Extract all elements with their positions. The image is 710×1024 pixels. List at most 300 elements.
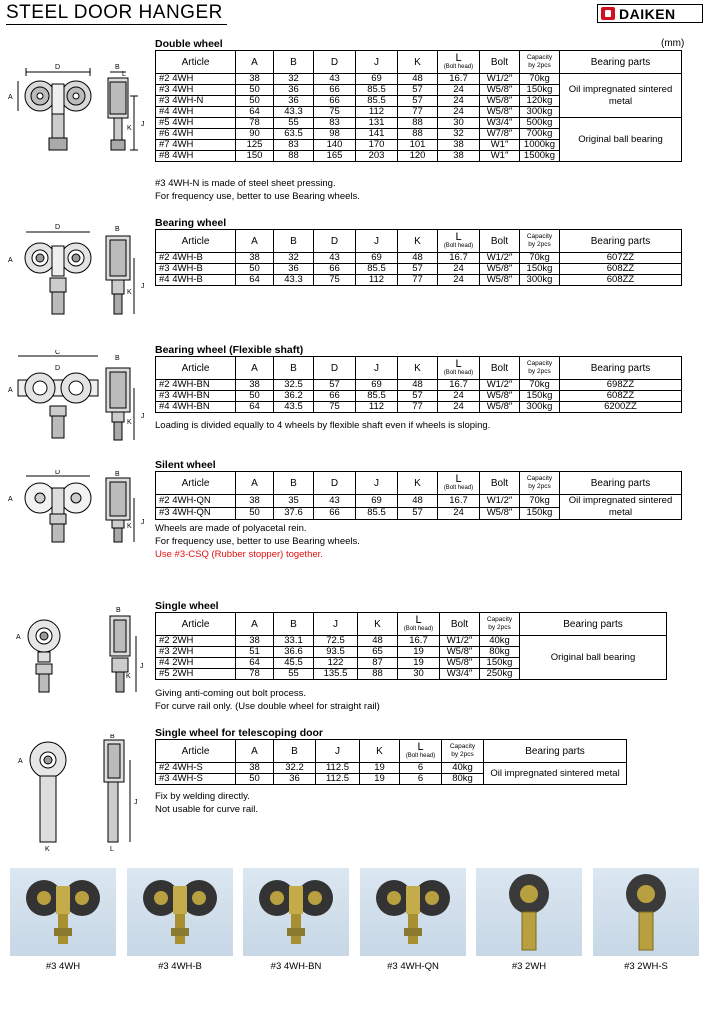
- table-cell: #6 4WH: [156, 129, 236, 140]
- table-row: [156, 636, 667, 647]
- table-cell: 88: [398, 129, 438, 140]
- col-bolt: Bolt: [440, 613, 480, 636]
- col-a: A: [236, 740, 274, 763]
- dim-label: A: [8, 387, 13, 394]
- table-cell: Oil impregnated sintered metal: [560, 74, 682, 118]
- flexible-shaft-table: [155, 356, 682, 413]
- table-cell: 38: [236, 253, 274, 264]
- col-l: L (Bolt head): [438, 230, 480, 253]
- table-row: [156, 264, 682, 275]
- table-row: [156, 118, 682, 129]
- table-cell: 43: [314, 495, 356, 508]
- table-cell: 16.7: [438, 253, 480, 264]
- col-j: J: [316, 740, 360, 763]
- table-cell: #2 4WH-S: [156, 763, 236, 774]
- dim-label: K: [45, 846, 50, 853]
- note: #3 4WH-N is made of steel sheet pressing.: [155, 178, 336, 189]
- table-cell: Oil impregnated sintered metal: [560, 495, 682, 520]
- table-cell: 24: [438, 275, 480, 286]
- table-cell: #7 4WH: [156, 140, 236, 151]
- table-cell: 19: [360, 774, 400, 785]
- col-bearing: Bearing parts: [484, 740, 627, 763]
- col-j: J: [314, 613, 358, 636]
- col-bolt: Bolt: [480, 51, 520, 74]
- table-cell: 75: [314, 402, 356, 413]
- table-cell: 66: [314, 507, 356, 520]
- brand-name: DAIKEN: [619, 5, 676, 22]
- table-cell: 1000kg: [520, 140, 560, 151]
- table-cell: 6200ZZ: [560, 402, 682, 413]
- product-photo: [127, 868, 233, 956]
- table-cell: 16.7: [438, 74, 480, 85]
- table-cell: 50: [236, 391, 274, 402]
- brand-mark-icon: [601, 7, 615, 20]
- photo-caption: #3 4WH-BN: [270, 961, 322, 972]
- table-cell: 36.6: [274, 647, 314, 658]
- table-cell: 608ZZ: [560, 264, 682, 275]
- table-cell: #4 4WH-B: [156, 275, 236, 286]
- col-j: J: [356, 51, 398, 74]
- note: Wheels are made of polyacetal rein.: [155, 523, 307, 534]
- col-bearing: Bearing parts: [560, 230, 682, 253]
- table-cell: 38: [236, 763, 274, 774]
- table-cell: W1/2″: [440, 636, 480, 647]
- table-row: [156, 763, 627, 774]
- table-cell: 38: [236, 495, 274, 508]
- table-cell: 300kg: [520, 275, 560, 286]
- table-cell: 125: [236, 140, 274, 151]
- table-cell: 57: [398, 391, 438, 402]
- table-cell: 75: [314, 275, 356, 286]
- table-cell: 64: [236, 275, 274, 286]
- table-cell: 140: [314, 140, 356, 151]
- table-cell: 24: [438, 402, 480, 413]
- photo-caption: #3 4WH-QN: [387, 961, 439, 972]
- col-b: B: [274, 472, 314, 495]
- table-cell: #2 4WH: [156, 74, 236, 85]
- dim-label: A: [18, 758, 23, 765]
- note: For frequency use, better to use Bearing wheels.: [155, 536, 360, 547]
- table-cell: #2 4WH-BN: [156, 380, 236, 391]
- table-cell: W5/8″: [480, 96, 520, 107]
- table-cell: 135.5: [314, 669, 358, 680]
- table-cell: 203: [356, 151, 398, 162]
- table-cell: 30: [438, 118, 480, 129]
- table-cell: 50: [236, 264, 274, 275]
- photo-caption: #3 4WH-B: [158, 961, 202, 972]
- flexible-shaft-drawing: [6, 350, 151, 450]
- col-capacity: Capacity by 2pcs: [480, 613, 520, 636]
- table-cell: 120kg: [520, 96, 560, 107]
- dim-label: J: [134, 799, 138, 806]
- section-title-single: Single wheel: [155, 600, 219, 612]
- dim-label: K: [127, 419, 132, 426]
- table-cell: 43: [314, 74, 356, 85]
- table-cell: 98: [314, 129, 356, 140]
- table-cell: 40kg: [442, 763, 484, 774]
- col-a: A: [236, 51, 274, 74]
- single-wheel-drawing: [6, 606, 151, 701]
- col-j: J: [356, 472, 398, 495]
- table-row: [156, 402, 682, 413]
- col-article: Article: [156, 740, 236, 763]
- table-cell: 32.5: [274, 380, 314, 391]
- table-cell: 70kg: [520, 253, 560, 264]
- silent-wheel-drawing: [6, 470, 151, 550]
- page-title: STEEL DOOR HANGER: [6, 2, 227, 25]
- table-cell: #2 4WH-QN: [156, 495, 236, 508]
- table-cell: 150kg: [520, 264, 560, 275]
- table-cell: 122: [314, 658, 358, 669]
- table-cell: 16.7: [438, 380, 480, 391]
- dim-label: K: [127, 125, 132, 132]
- table-cell: 48: [398, 74, 438, 85]
- table-cell: 607ZZ: [560, 253, 682, 264]
- table-cell: 87: [358, 658, 398, 669]
- table-cell: 30: [398, 669, 440, 680]
- table-cell: #3 4WH-BN: [156, 391, 236, 402]
- table-cell: #3 4WH-S: [156, 774, 236, 785]
- bearing-wheel-table: [155, 229, 682, 286]
- table-cell: 48: [398, 495, 438, 508]
- section-title-flexible: Bearing wheel (Flexible shaft): [155, 344, 304, 356]
- section-title-bearing: Bearing wheel: [155, 217, 227, 229]
- dim-label: B: [115, 471, 120, 478]
- table-cell: 1500kg: [520, 151, 560, 162]
- dim-label: D: [55, 64, 61, 71]
- table-row: [156, 275, 682, 286]
- table-cell: 150kg: [520, 507, 560, 520]
- table-cell: 77: [398, 402, 438, 413]
- table-cell: 112: [356, 275, 398, 286]
- table-cell: 698ZZ: [560, 380, 682, 391]
- table-row: [156, 253, 682, 264]
- table-cell: W5/8″: [480, 507, 520, 520]
- table-cell: 57: [398, 264, 438, 275]
- table-cell: 88: [358, 669, 398, 680]
- table-cell: 48: [398, 380, 438, 391]
- table-row: [156, 380, 682, 391]
- table-cell: 38: [438, 151, 480, 162]
- table-cell: 64: [236, 107, 274, 118]
- table-cell: 43: [314, 253, 356, 264]
- product-photo: [10, 868, 116, 956]
- table-cell: W1/2″: [480, 495, 520, 508]
- col-article: Article: [156, 613, 236, 636]
- dim-label: D: [55, 365, 61, 372]
- col-b: B: [274, 230, 314, 253]
- table-cell: 33.1: [274, 636, 314, 647]
- table-cell: W5/8″: [480, 85, 520, 96]
- table-cell: W1/2″: [480, 380, 520, 391]
- table-cell: #4 2WH: [156, 658, 236, 669]
- section-title-tele: Single wheel for telescoping door: [155, 727, 324, 739]
- table-cell: W1″: [480, 140, 520, 151]
- table-cell: 66: [314, 264, 356, 275]
- table-cell: 35: [274, 495, 314, 508]
- col-capacity: Capacity by 2pcs: [442, 740, 484, 763]
- table-cell: 57: [398, 507, 438, 520]
- table-row: [156, 495, 682, 508]
- col-article: Article: [156, 472, 236, 495]
- table-cell: 40kg: [480, 636, 520, 647]
- table-cell: W1/2″: [480, 74, 520, 85]
- table-cell: 112: [356, 402, 398, 413]
- table-cell: #4 4WH-BN: [156, 402, 236, 413]
- table-cell: 112: [356, 107, 398, 118]
- note: Not usable for curve rail.: [155, 804, 258, 815]
- table-cell: 32.2: [274, 763, 316, 774]
- table-cell: 69: [356, 495, 398, 508]
- table-cell: 6: [400, 774, 442, 785]
- col-capacity: Capacity by 2pcs: [520, 357, 560, 380]
- double-wheel-drawing: [6, 62, 151, 172]
- table-cell: 57: [314, 380, 356, 391]
- col-capacity: Capacity by 2pcs: [520, 51, 560, 74]
- dim-label: J: [141, 283, 145, 290]
- table-cell: 66: [314, 391, 356, 402]
- table-cell: #2 4WH-B: [156, 253, 236, 264]
- col-l: L (Bolt head): [398, 613, 440, 636]
- table-cell: 112.5: [316, 774, 360, 785]
- dim-label: K: [126, 673, 131, 680]
- table-cell: 78: [236, 669, 274, 680]
- table-cell: 43.3: [274, 275, 314, 286]
- col-bearing: Bearing parts: [560, 357, 682, 380]
- note: Giving anti-coming out bolt process.: [155, 688, 307, 699]
- table-cell: 85.5: [356, 264, 398, 275]
- table-cell: 36: [274, 85, 314, 96]
- dim-label: J: [141, 413, 145, 420]
- dim-label: L: [122, 71, 126, 78]
- table-cell: 500kg: [520, 118, 560, 129]
- table-cell: 24: [438, 391, 480, 402]
- col-k: K: [358, 613, 398, 636]
- col-d: D: [314, 51, 356, 74]
- table-cell: 65: [358, 647, 398, 658]
- table-cell: 101: [398, 140, 438, 151]
- double-wheel-table: [155, 50, 682, 162]
- col-b: B: [274, 51, 314, 74]
- table-cell: 150: [236, 151, 274, 162]
- table-cell: Original ball bearing: [520, 636, 667, 680]
- dim-label: A: [8, 496, 13, 503]
- col-k: K: [398, 230, 438, 253]
- table-cell: 131: [356, 118, 398, 129]
- col-k: K: [398, 357, 438, 380]
- col-article: Article: [156, 357, 236, 380]
- col-j: J: [356, 230, 398, 253]
- table-cell: 85.5: [356, 391, 398, 402]
- table-row: [156, 391, 682, 402]
- table-cell: 75: [314, 107, 356, 118]
- table-cell: 70kg: [520, 380, 560, 391]
- col-l: L (Bolt head): [438, 472, 480, 495]
- table-cell: 88: [398, 118, 438, 129]
- col-capacity: Capacity by 2pcs: [520, 472, 560, 495]
- col-d: D: [314, 472, 356, 495]
- table-cell: 150kg: [480, 658, 520, 669]
- table-row: [156, 74, 682, 85]
- table-cell: 85.5: [356, 96, 398, 107]
- table-cell: 38: [438, 140, 480, 151]
- col-bearing: Bearing parts: [560, 472, 682, 495]
- table-cell: 19: [398, 658, 440, 669]
- table-cell: #3 4WH-QN: [156, 507, 236, 520]
- single-wheel-table: [155, 612, 667, 680]
- table-cell: 36: [274, 264, 314, 275]
- product-photo: [593, 868, 699, 956]
- table-cell: 57: [398, 96, 438, 107]
- table-cell: 19: [398, 647, 440, 658]
- product-photo: [243, 868, 349, 956]
- warning-note: Use #3-CSQ (Rubber stopper) together.: [155, 549, 323, 560]
- table-cell: W1/2″: [480, 253, 520, 264]
- table-cell: 63.5: [274, 129, 314, 140]
- table-cell: 38: [236, 380, 274, 391]
- table-cell: 85.5: [356, 507, 398, 520]
- table-cell: 32: [274, 74, 314, 85]
- table-cell: 37.6: [274, 507, 314, 520]
- col-d: D: [314, 230, 356, 253]
- col-b: B: [274, 740, 316, 763]
- table-cell: 90: [236, 129, 274, 140]
- telescoping-wheel-table: [155, 739, 627, 785]
- col-a: A: [236, 357, 274, 380]
- dim-label: A: [8, 94, 13, 101]
- table-cell: 32: [274, 253, 314, 264]
- table-cell: 69: [356, 74, 398, 85]
- table-cell: 69: [356, 380, 398, 391]
- product-photo: [476, 868, 582, 956]
- table-cell: 64: [236, 658, 274, 669]
- table-cell: 43.5: [274, 402, 314, 413]
- table-cell: 83: [314, 118, 356, 129]
- table-cell: 51: [236, 647, 274, 658]
- col-a: A: [236, 230, 274, 253]
- table-cell: 55: [274, 118, 314, 129]
- col-j: J: [356, 357, 398, 380]
- table-cell: 16.7: [438, 495, 480, 508]
- table-cell: 43.3: [274, 107, 314, 118]
- dim-label: A: [8, 257, 13, 264]
- col-k: K: [360, 740, 400, 763]
- table-cell: 24: [438, 107, 480, 118]
- dim-label: C: [55, 350, 61, 356]
- table-cell: W7/8″: [480, 129, 520, 140]
- table-cell: 80kg: [442, 774, 484, 785]
- table-cell: 16.7: [398, 636, 440, 647]
- table-cell: 165: [314, 151, 356, 162]
- table-cell: 24: [438, 507, 480, 520]
- col-article: Article: [156, 230, 236, 253]
- dim-label: D: [55, 224, 61, 231]
- table-cell: 50: [236, 96, 274, 107]
- table-cell: 150kg: [520, 391, 560, 402]
- table-cell: 55: [274, 669, 314, 680]
- dim-label: B: [115, 64, 120, 71]
- table-cell: 150kg: [520, 85, 560, 96]
- table-cell: 36: [274, 774, 316, 785]
- table-cell: 112.5: [316, 763, 360, 774]
- dim-label: J: [140, 663, 144, 670]
- table-cell: Original ball bearing: [560, 118, 682, 162]
- table-cell: 78: [236, 118, 274, 129]
- silent-wheel-table: [155, 471, 682, 520]
- dim-label: A: [16, 634, 21, 641]
- table-cell: 32: [438, 129, 480, 140]
- photo-caption: #3 2WH: [511, 961, 547, 972]
- table-cell: 66: [314, 85, 356, 96]
- table-cell: #3 4WH-B: [156, 264, 236, 275]
- table-cell: 608ZZ: [560, 275, 682, 286]
- table-cell: 250kg: [480, 669, 520, 680]
- table-cell: W5/8″: [480, 402, 520, 413]
- dim-label: B: [115, 226, 120, 233]
- dim-label: B: [115, 355, 120, 362]
- table-cell: W5/8″: [480, 275, 520, 286]
- dim-label: D: [55, 470, 61, 476]
- table-cell: 608ZZ: [560, 391, 682, 402]
- bearing-wheel-drawing: [6, 222, 151, 327]
- col-l: L (Bolt head): [438, 51, 480, 74]
- table-cell: 45.5: [274, 658, 314, 669]
- table-cell: Oil impregnated sintered metal: [484, 763, 627, 785]
- unit-label: (mm): [661, 38, 685, 49]
- col-a: A: [236, 472, 274, 495]
- col-capacity: Capacity by 2pcs: [520, 230, 560, 253]
- table-cell: #3 2WH: [156, 647, 236, 658]
- note: For frequency use, better to use Bearing wheels.: [155, 191, 360, 202]
- dim-label: J: [141, 519, 145, 526]
- brand-logo: [597, 4, 703, 23]
- table-cell: 36.2: [274, 391, 314, 402]
- photo-caption: #3 4WH: [45, 961, 81, 972]
- table-cell: #5 4WH: [156, 118, 236, 129]
- table-cell: 83: [274, 140, 314, 151]
- col-k: K: [398, 472, 438, 495]
- table-cell: 88: [274, 151, 314, 162]
- table-cell: 77: [398, 107, 438, 118]
- table-cell: 38: [236, 636, 274, 647]
- table-cell: 93.5: [314, 647, 358, 658]
- table-cell: 50: [236, 507, 274, 520]
- col-b: B: [274, 357, 314, 380]
- table-cell: 50: [236, 85, 274, 96]
- table-cell: 24: [438, 264, 480, 275]
- table-cell: 300kg: [520, 107, 560, 118]
- table-cell: 70kg: [520, 495, 560, 508]
- table-cell: 66: [314, 96, 356, 107]
- dim-label: B: [116, 607, 121, 614]
- table-cell: #3 4WH: [156, 85, 236, 96]
- dim-label: B: [110, 734, 115, 740]
- table-cell: 38: [236, 74, 274, 85]
- table-cell: 64: [236, 402, 274, 413]
- col-bearing: Bearing parts: [520, 613, 667, 636]
- table-cell: 48: [358, 636, 398, 647]
- dim-label: K: [127, 289, 132, 296]
- dim-label: J: [141, 121, 145, 128]
- table-cell: 6: [400, 763, 442, 774]
- section-title-double: Double wheel: [155, 38, 223, 50]
- table-cell: W5/8″: [440, 647, 480, 658]
- dim-label: K: [127, 523, 132, 530]
- table-cell: W5/8″: [480, 264, 520, 275]
- table-cell: 300kg: [520, 402, 560, 413]
- photo-caption: #3 2WH-S: [624, 961, 668, 972]
- table-cell: #5 2WH: [156, 669, 236, 680]
